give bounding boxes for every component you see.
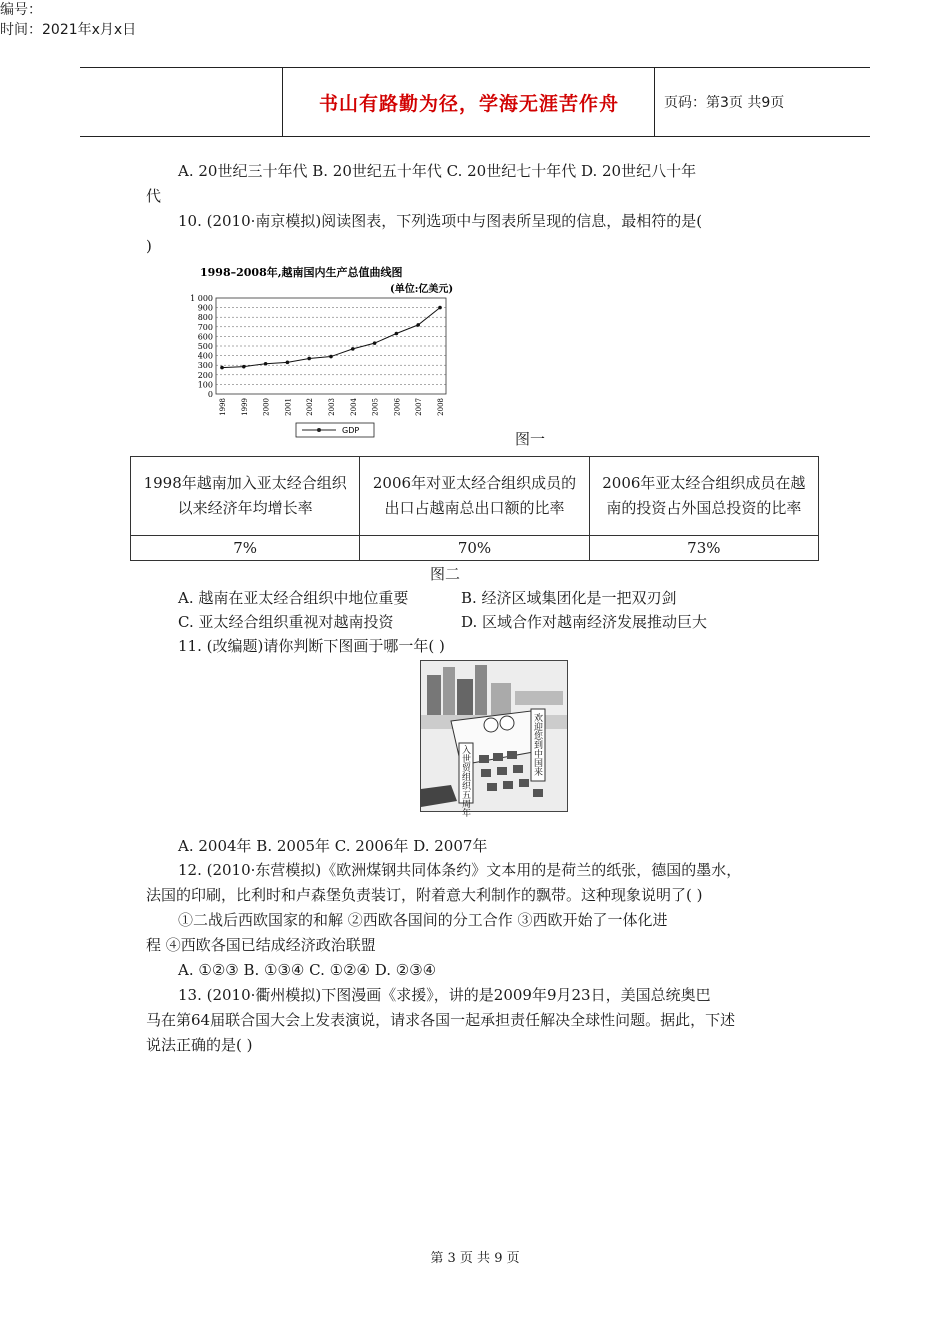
q12-line-4: 程 ④西欧各国已结成经济政治联盟 (146, 936, 376, 954)
chart-legend (296, 423, 374, 437)
table-header-cell: 1998年越南加入亚太经合组织以来经济年均增长率 (131, 457, 360, 536)
series-line-gdp (222, 308, 440, 368)
table-row (131, 536, 819, 561)
y-tick-label: 500 (197, 342, 213, 351)
header-meta (0, 0, 200, 40)
q10-option-a: A. 越南在亚太经合组织中地位重要 (178, 589, 409, 607)
x-tick-label: 2008 (437, 398, 445, 416)
data-point (264, 362, 268, 366)
x-tick-label: 2001 (284, 398, 293, 416)
y-tick-label: 300 (197, 361, 213, 371)
q10-option-c: C. 亚太经合组织重视对越南投资 (178, 613, 394, 631)
y-tick-label: 400 (197, 351, 213, 361)
q9-options-wrap: 代 (146, 187, 162, 205)
x-tick-label: 1999 (240, 398, 249, 416)
y-tick-label: 100 (197, 380, 213, 390)
header-divider-left (282, 67, 283, 137)
header-bottom-rule (80, 136, 870, 137)
page-footer: 第 3 页 共 9 页 (430, 1251, 520, 1266)
q13-line-3: 说法正确的是( ) (146, 1036, 253, 1054)
x-tick-label: 2006 (393, 398, 402, 416)
table-header-row (131, 457, 819, 536)
q12-line-3: ①二战后西欧国家的和解 ②西欧各国间的分工合作 ③西欧开始了一体化进 (178, 911, 668, 929)
data-point (351, 347, 355, 351)
x-tick-label: 2002 (306, 398, 315, 416)
y-tick-label: 0 (207, 390, 213, 399)
y-tick-label: 1 000 (190, 294, 213, 303)
legend-label: GDP (342, 426, 360, 435)
q12-options: A. ①②③ B. ①③④ C. ①②④ D. ②③④ (178, 961, 437, 979)
q12-line-1: 12. (2010·东营模拟)《欧洲煤钢共同体条约》文本用的是荷兰的纸张，德国的墨水， (178, 861, 742, 879)
data-point (220, 366, 224, 370)
data-point (307, 357, 311, 361)
q10-stem-wrap: ) (146, 237, 152, 255)
date-label: 时间：2021年x月x日 (0, 22, 137, 38)
q12-line-2: 法国的印刷，比利时和卢森堡负责装订，附着意大利制作的飘带。这种现象说明了( ) (146, 886, 703, 904)
q13-line-1: 13. (2010·衢州模拟)下图漫画《求援》，讲的是2009年9月23日，美国总统奥巴 (178, 986, 711, 1004)
data-point (395, 332, 399, 336)
q11-options: A. 2004年 B. 2005年 C. 2006年 D. 2007年 (178, 837, 488, 855)
header-page-number: 页码：第3页 共9页 (664, 95, 785, 111)
x-tick-label: 2000 (262, 398, 271, 416)
chart-y-ticks (190, 294, 213, 399)
table-cell: 73% (589, 536, 818, 561)
q13-line-2: 马在第64届联合国大会上发表演说，请求各国一起承担责任解决全球性问题。据此，下述 (146, 1011, 736, 1029)
chart-title: 1998–2008年,越南国内生产总值曲线图 (200, 266, 403, 279)
x-tick-label: 1998 (219, 398, 227, 416)
q11-stem: 11. (改编题)请你判断下图画于哪一年( ) (178, 637, 445, 655)
gdp-line-chart (190, 262, 470, 442)
cartoon-drawing (421, 661, 567, 819)
legend-marker (317, 428, 321, 432)
x-tick-label: 2005 (371, 398, 380, 416)
x-tick-label: 2003 (328, 398, 336, 416)
q10-option-b: B. 经济区域集团化是一把双刃剑 (461, 589, 677, 607)
y-tick-label: 900 (197, 303, 213, 313)
chart-series (220, 306, 442, 370)
q10-option-d: D. 区域合作对越南经济发展推动巨大 (461, 613, 708, 631)
data-point (329, 355, 333, 359)
figure-1-label: 图一 (515, 430, 546, 448)
header-motto: 书山有路勤为径，学海无涯苦作舟 (318, 92, 619, 115)
q9-options: A. 20世纪三十年代 B. 20世纪五十年代 C. 20世纪七十年代 D. 20世纪八十年 (178, 162, 697, 180)
table-header-cell: 2006年亚太经合组织成员在越南的投资占外国总投资的比率 (589, 457, 818, 536)
data-point (373, 341, 377, 345)
table-cell: 70% (360, 536, 589, 561)
q10-stem: 10. (2010·南京模拟)阅读图表，下列选项中与图表所呈现的信息，最相符的是( (178, 212, 703, 230)
data-point (438, 306, 442, 310)
cartoon-banner-left: 入世贸组织五周年 (462, 746, 472, 819)
q11-cartoon-image (420, 660, 568, 819)
y-tick-label: 700 (197, 322, 213, 332)
x-tick-label: 2007 (415, 398, 424, 416)
data-point (416, 323, 420, 327)
x-tick-label: 2004 (349, 398, 358, 416)
cartoon-banner-right: 欢迎您到中国来 (534, 714, 544, 778)
table-header-cell: 2006年对亚太经合组织成员的出口占越南总出口额的比率 (360, 457, 589, 536)
y-tick-label: 600 (197, 332, 213, 342)
table-cell: 7% (131, 536, 360, 561)
y-tick-label: 200 (197, 370, 213, 380)
q10-data-table (130, 456, 819, 561)
serial-label: 编号： (0, 2, 42, 18)
chart-grid (216, 298, 446, 394)
header-divider-right (654, 67, 655, 137)
chart-x-ticks (219, 397, 445, 415)
figure-2-label: 图二 (430, 565, 461, 583)
y-tick-label: 800 (197, 313, 213, 323)
chart-unit-note: (单位:亿美元) (390, 284, 454, 295)
chart-plot-frame (216, 298, 446, 394)
data-point (286, 361, 290, 365)
data-point (242, 365, 246, 369)
